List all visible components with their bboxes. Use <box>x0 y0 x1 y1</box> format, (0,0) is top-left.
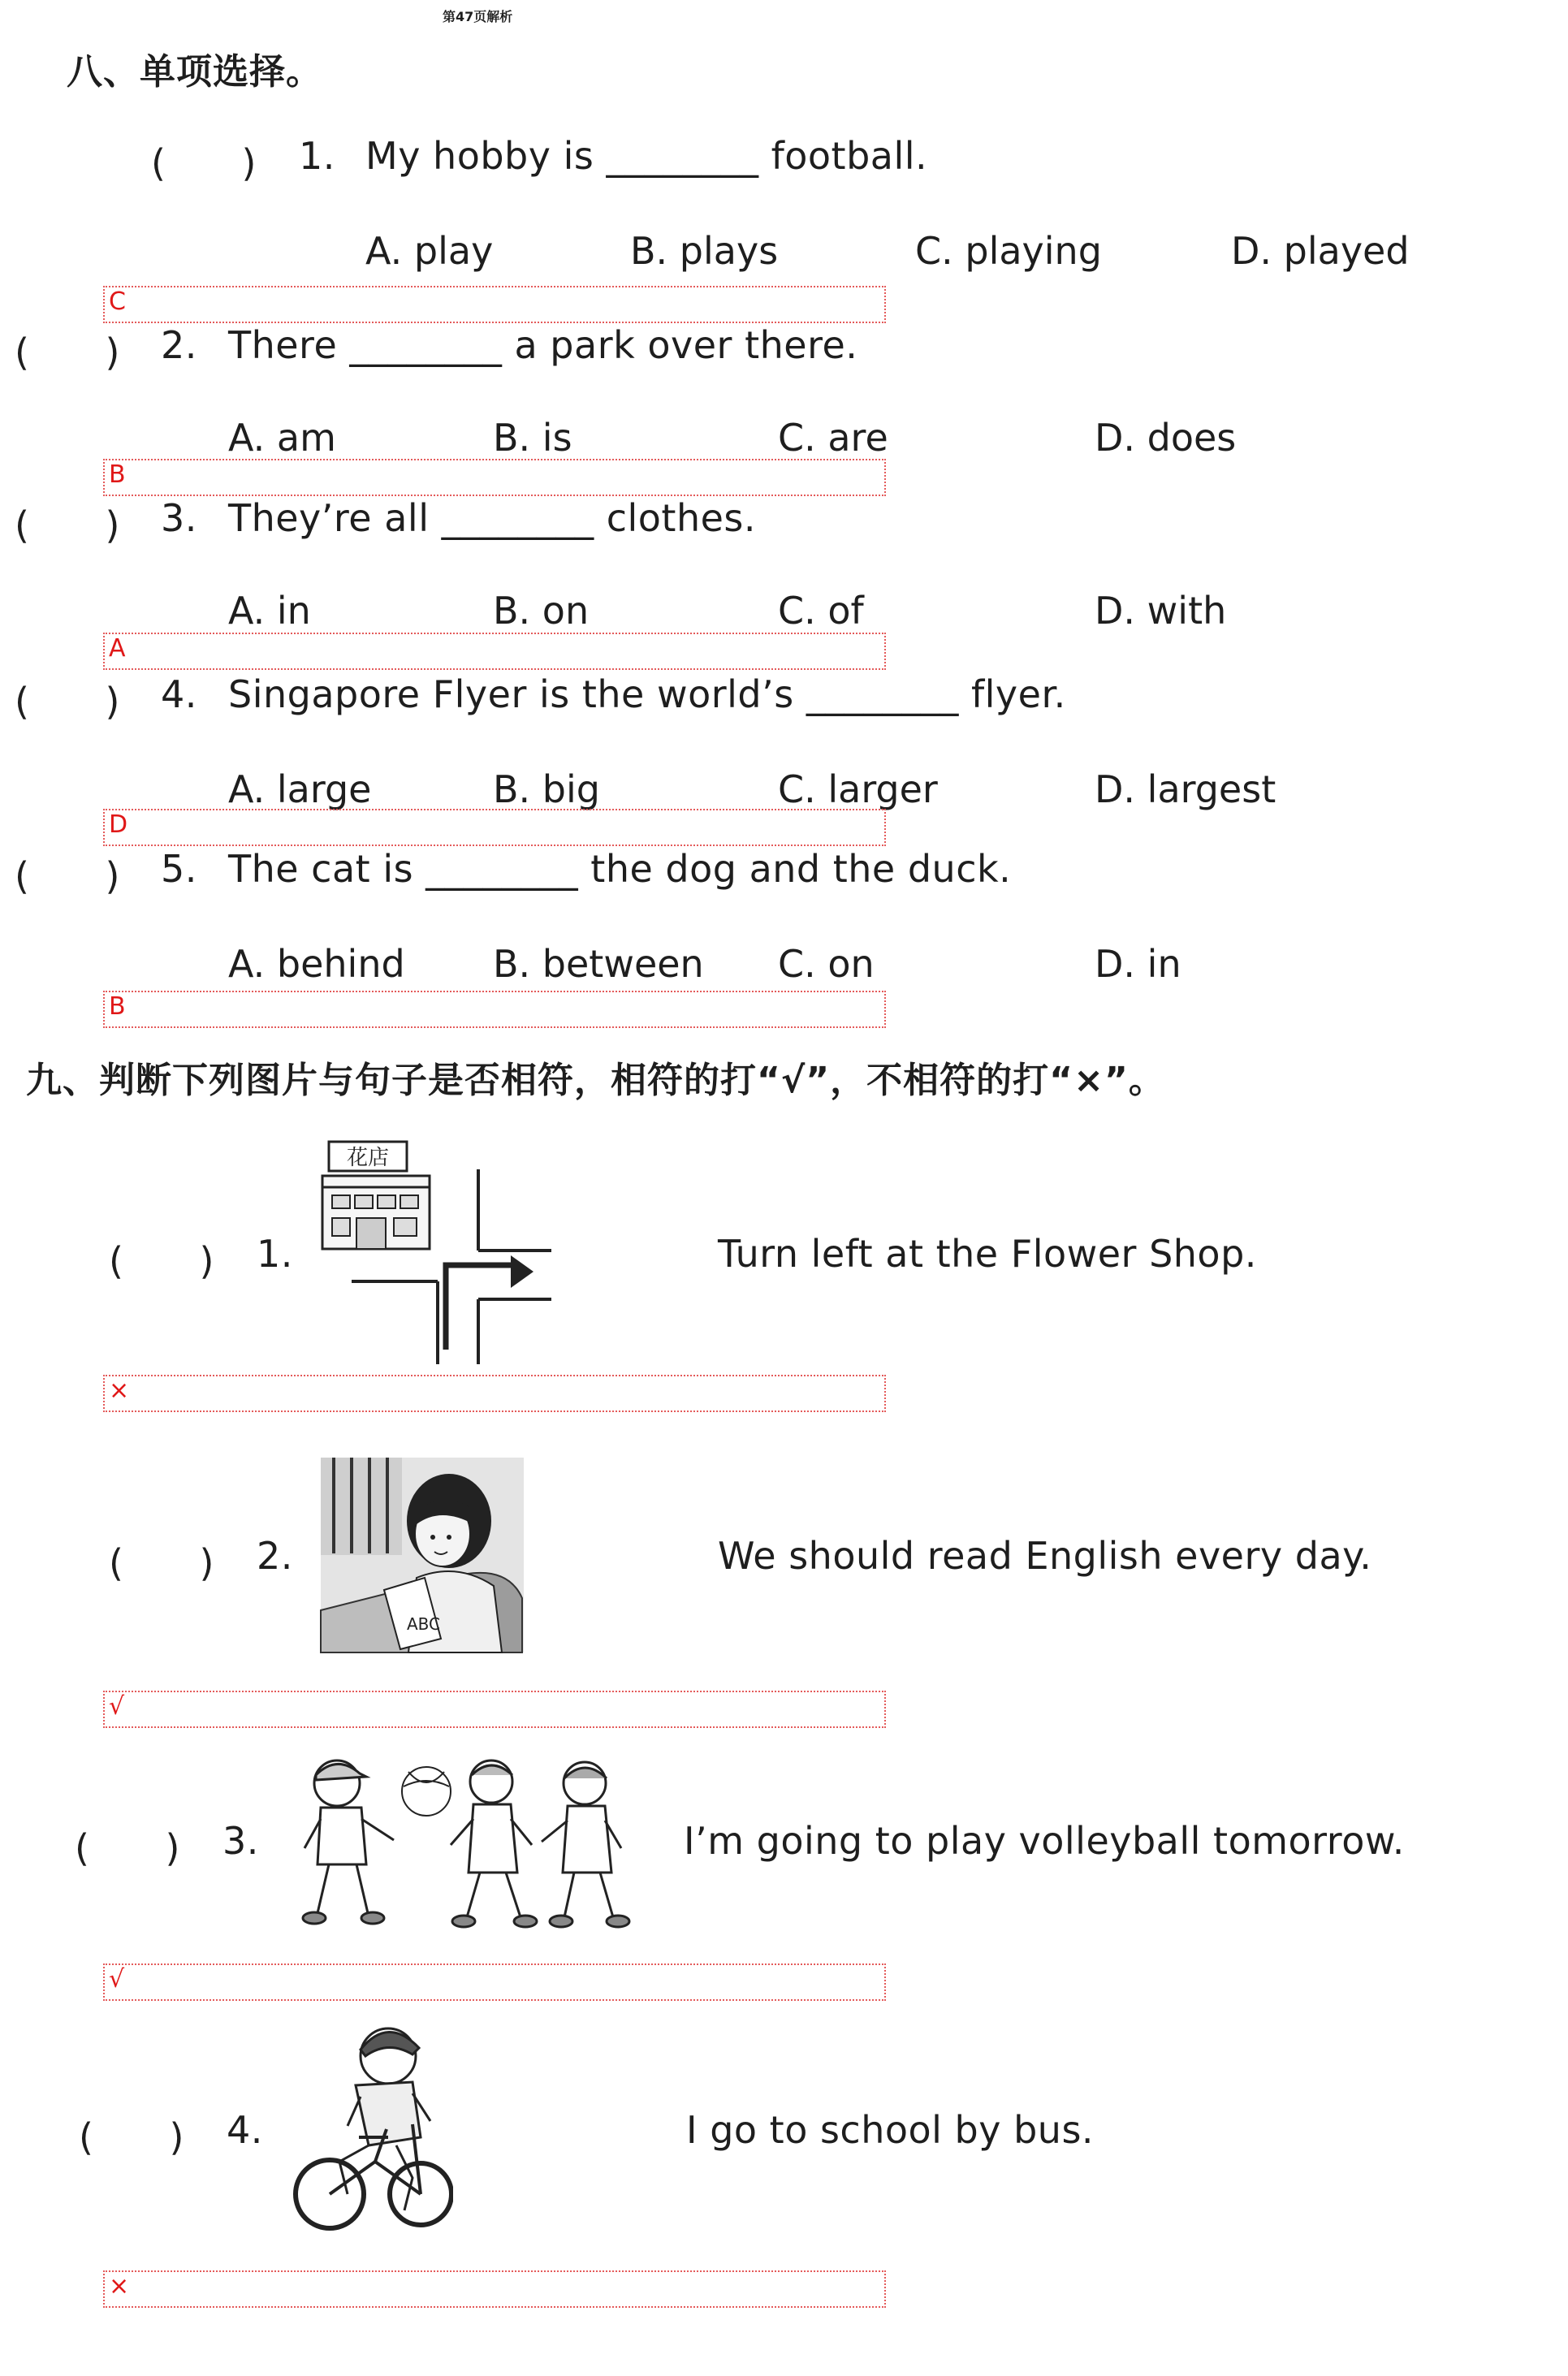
option-a: A. behind <box>228 942 405 986</box>
option-b: B. big <box>493 767 600 811</box>
option-b: B. between <box>493 942 704 986</box>
boy-cycling-illustration <box>291 2015 453 2243</box>
answer-box[interactable] <box>103 1375 886 1412</box>
question-paren[interactable]: ( ) <box>15 854 120 898</box>
item-sentence: I go to school by bus. <box>686 2108 1095 2152</box>
item-paren[interactable]: ( ) <box>109 1541 214 1585</box>
option-b: B. plays <box>630 229 779 273</box>
item-number: 4. <box>227 2108 263 2152</box>
option-b: B. on <box>493 589 590 633</box>
answer-text: B <box>109 460 126 489</box>
item-sentence: I’m going to play volleyball tomorrow. <box>684 1819 1405 1863</box>
question-text: Singapore Flyer is the world’s ________ flyer. <box>228 672 1066 716</box>
answer-box[interactable] <box>103 2270 886 2308</box>
option-c: C. of <box>778 589 864 633</box>
option-c: C. larger <box>778 767 938 811</box>
option-a: A. in <box>228 589 311 633</box>
option-d: D. largest <box>1095 767 1276 811</box>
answer-box[interactable] <box>103 633 886 670</box>
book-cover-text: ABC <box>407 1614 441 1634</box>
section9-heading: 九、判断下列图片与句子是否相符，相符的打“√”，不相符的打“×”。 <box>26 1060 1165 1101</box>
option-a: A. am <box>228 416 336 460</box>
option-d: D. does <box>1095 416 1237 460</box>
answer-text: A <box>109 634 126 663</box>
option-b: B. is <box>493 416 572 460</box>
question-text: The cat is ________ the dog and the duck. <box>228 847 1012 891</box>
answer-box[interactable] <box>103 1963 886 2001</box>
question-paren[interactable]: ( ) <box>15 503 120 547</box>
item-number: 3. <box>222 1819 259 1863</box>
answer-box[interactable] <box>103 459 886 496</box>
item-number: 2. <box>257 1534 293 1578</box>
flower-shop-crossroads-illustration <box>319 1137 563 1368</box>
answer-text: × <box>109 1376 130 1405</box>
question-number: 1. <box>299 134 335 178</box>
question-paren[interactable]: ( ) <box>15 680 120 724</box>
answer-text: B <box>109 992 126 1021</box>
question-number: 4. <box>161 672 197 716</box>
kids-volleyball-illustration <box>288 1751 637 1933</box>
answer-text: D <box>109 810 128 839</box>
option-a: A. large <box>228 767 372 811</box>
question-number: 3. <box>161 496 197 540</box>
option-c: C. on <box>778 942 875 986</box>
answer-text: C <box>109 287 126 316</box>
answer-box[interactable] <box>103 286 886 323</box>
question-number: 2. <box>161 323 197 367</box>
option-d: D. played <box>1231 229 1410 273</box>
item-sentence: We should read English every day. <box>718 1534 1372 1578</box>
answer-text: √ <box>109 1692 125 1721</box>
answer-box[interactable] <box>103 991 886 1028</box>
option-d: D. in <box>1095 942 1181 986</box>
question-text: They’re all ________ clothes. <box>228 496 757 540</box>
question-paren[interactable]: ( ) <box>15 330 120 374</box>
girl-reading-illustration <box>319 1456 526 1655</box>
flower-shop-sign: 花店 <box>346 1146 390 1170</box>
section8-heading: 八、单项选择。 <box>67 51 322 93</box>
item-paren[interactable]: ( ) <box>109 1239 214 1283</box>
item-paren[interactable]: ( ) <box>79 2115 184 2159</box>
option-c: C. are <box>778 416 888 460</box>
item-paren[interactable]: ( ) <box>75 1826 180 1870</box>
answer-box[interactable] <box>103 1691 886 1728</box>
answer-box[interactable] <box>103 809 886 846</box>
option-a: A. play <box>365 229 494 273</box>
item-sentence: Turn left at the Flower Shop. <box>718 1232 1257 1276</box>
question-paren[interactable]: ( ) <box>151 141 257 185</box>
option-d: D. with <box>1095 589 1227 633</box>
option-c: C. playing <box>915 229 1102 273</box>
item-number: 1. <box>257 1232 293 1276</box>
page-label: 第47页解析 <box>443 9 513 24</box>
answer-text: √ <box>109 1965 125 1994</box>
question-number: 5. <box>161 847 197 891</box>
question-text: My hobby is ________ football. <box>365 134 928 178</box>
question-text: There ________ a park over there. <box>228 323 858 367</box>
answer-text: × <box>109 2272 130 2300</box>
